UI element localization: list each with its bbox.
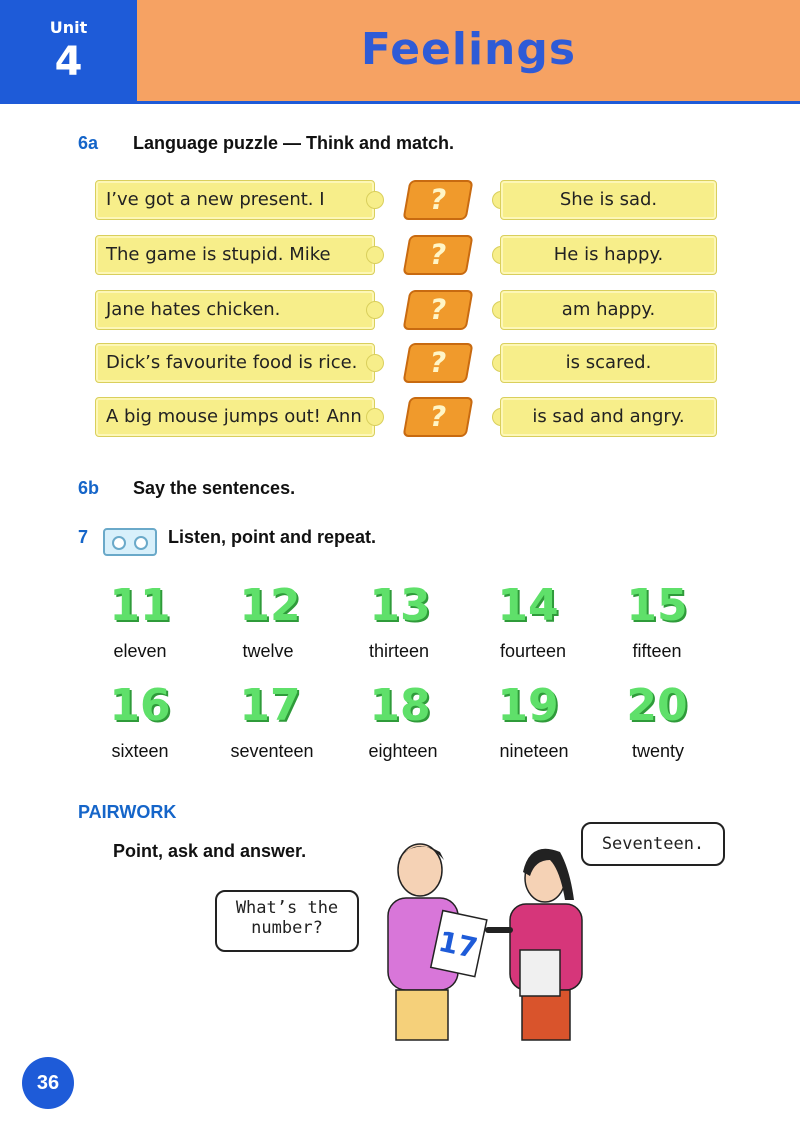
exercise-7-label: 7 <box>78 527 89 547</box>
tape-reel-right <box>134 536 148 550</box>
number-word: twelve <box>242 641 294 661</box>
speech-bubble-left <box>215 890 359 952</box>
question-mark-icon: ? <box>402 290 473 330</box>
number-digits: 20 <box>626 680 688 731</box>
puzzle-tab <box>366 301 384 319</box>
number-digits: 19 <box>497 680 559 731</box>
number-word: eleven <box>113 641 167 661</box>
unit-label: Unit <box>49 18 88 37</box>
number-digits: 15 <box>626 580 688 631</box>
number-digits: 16 <box>109 680 171 731</box>
unit-badge <box>0 0 137 101</box>
number-digits: 13 <box>369 580 431 631</box>
puzzle-left-text: A big mouse jumps out! Ann <box>106 406 362 427</box>
puzzle-left-4[interactable] <box>95 343 375 383</box>
number-word: fifteen <box>632 641 682 661</box>
kids-illustration <box>360 830 620 1050</box>
pairwork-instruction: Point, ask and answer. <box>113 841 307 861</box>
puzzle-tab <box>366 191 384 209</box>
header-divider <box>0 101 800 104</box>
puzzle-left-text: Dick’s favourite food is rice. <box>106 352 358 373</box>
puzzle-left-text: The game is stupid. Mike <box>106 244 331 265</box>
exercise-7-title: Listen, point and repeat. <box>168 527 377 547</box>
page-number: 36 <box>22 1057 74 1109</box>
page-title: Feelings <box>360 24 577 75</box>
puzzle-tab <box>366 246 384 264</box>
puzzle-left-1[interactable] <box>95 180 375 220</box>
exercise-6a-label: 6a <box>78 133 99 153</box>
unit-number: 4 <box>54 39 83 85</box>
number-word: thirteen <box>368 641 430 661</box>
puzzle-left-2[interactable] <box>95 235 375 275</box>
exercise-6b-label: 6b <box>78 478 100 498</box>
question-mark-icon: ? <box>402 235 473 275</box>
puzzle-right-1[interactable] <box>500 180 717 220</box>
boy-shorts <box>396 990 448 1040</box>
puzzle-right-text: is scared. <box>565 352 652 373</box>
number-word: eighteen <box>368 741 438 761</box>
number-word: fourteen <box>499 641 567 661</box>
number-word: nineteen <box>499 741 569 761</box>
boy-head <box>398 844 442 896</box>
puzzle-tab <box>366 354 384 372</box>
tape-reel-left <box>112 536 126 550</box>
question-mark-icon: ? <box>402 343 473 383</box>
puzzle-left-3[interactable] <box>95 290 375 330</box>
number-digits: 11 <box>109 580 171 631</box>
exercise-6a-title: Language puzzle — Think and match. <box>133 133 455 153</box>
speech-bubble-text: What’s the number? <box>235 898 339 938</box>
number-digits: 17 <box>239 680 301 731</box>
puzzle-right-text: is sad and angry. <box>532 406 685 427</box>
header-band <box>137 0 800 101</box>
question-mark-icon: ? <box>402 180 473 220</box>
number-digits: 14 <box>497 580 559 631</box>
puzzle-left-text: Jane hates chicken. <box>106 299 281 320</box>
puzzle-right-5[interactable] <box>500 397 717 437</box>
cassette-tape-icon[interactable] <box>103 528 157 556</box>
puzzle-right-3[interactable] <box>500 290 717 330</box>
exercise-6b-title: Say the sentences. <box>133 478 296 498</box>
number-digits: 18 <box>369 680 431 731</box>
number-digits: 12 <box>239 580 301 631</box>
puzzle-right-text: am happy. <box>561 299 656 320</box>
puzzle-left-5[interactable] <box>95 397 375 437</box>
puzzle-right-text: She is sad. <box>559 189 658 210</box>
girl-book <box>520 950 560 996</box>
puzzle-right-2[interactable] <box>500 235 717 275</box>
puzzle-right-text: He is happy. <box>553 244 664 265</box>
number-word: seventeen <box>230 741 314 761</box>
puzzle-left-text: I’ve got a new present. I <box>106 189 325 210</box>
speech-bubble-text: Seventeen. <box>601 834 705 854</box>
card-number: 17 <box>435 924 481 966</box>
puzzle-tab <box>366 408 384 426</box>
puzzle-right-4[interactable] <box>500 343 717 383</box>
girl-skirt <box>522 990 570 1040</box>
number-word: twenty <box>631 741 685 761</box>
pairwork-heading: PAIRWORK <box>78 802 177 822</box>
question-mark-icon: ? <box>402 397 473 437</box>
number-word: sixteen <box>111 741 169 761</box>
